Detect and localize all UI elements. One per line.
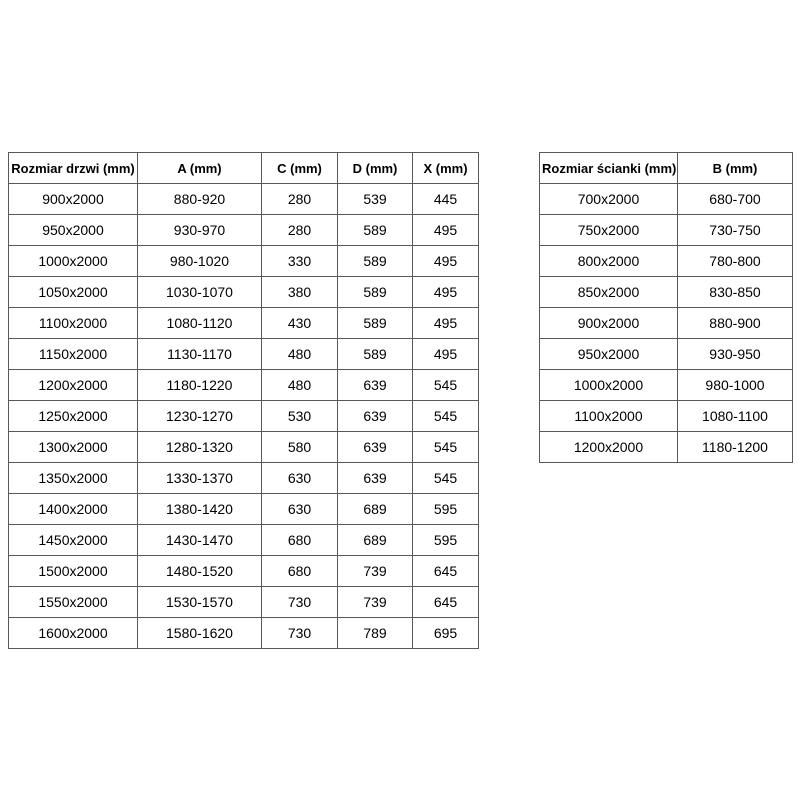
table-cell: 380	[262, 277, 338, 308]
table-cell: 545	[413, 432, 479, 463]
table-cell: 495	[413, 339, 479, 370]
table-cell: 1580-1620	[138, 618, 262, 649]
table-cell: 1350x2000	[9, 463, 138, 494]
table-cell: 1480-1520	[138, 556, 262, 587]
table-cell: 950x2000	[9, 215, 138, 246]
table-cell: 739	[338, 587, 413, 618]
wall-size-table	[539, 152, 793, 463]
table-row	[9, 277, 479, 308]
table-cell: 880-900	[678, 308, 793, 339]
table-row	[9, 215, 479, 246]
column-header: B (mm)	[678, 153, 793, 184]
table-cell: 589	[338, 339, 413, 370]
table-cell: 1450x2000	[9, 525, 138, 556]
table-row	[9, 246, 479, 277]
table-cell: 1050x2000	[9, 277, 138, 308]
table-cell: 445	[413, 184, 479, 215]
table-cell: 700x2000	[540, 184, 678, 215]
table-cell: 480	[262, 339, 338, 370]
table-row	[9, 587, 479, 618]
table-cell: 1030-1070	[138, 277, 262, 308]
table-row	[540, 432, 793, 463]
table-cell: 830-850	[678, 277, 793, 308]
table-cell: 780-800	[678, 246, 793, 277]
table-row	[9, 494, 479, 525]
table-cell: 1180-1220	[138, 370, 262, 401]
table-cell: 1400x2000	[9, 494, 138, 525]
table-row	[9, 618, 479, 649]
table-row	[9, 184, 479, 215]
table-cell: 730-750	[678, 215, 793, 246]
table-cell: 1230-1270	[138, 401, 262, 432]
table-cell: 545	[413, 463, 479, 494]
table-row	[540, 339, 793, 370]
table-cell: 630	[262, 463, 338, 494]
table-cell: 495	[413, 215, 479, 246]
table-row	[9, 339, 479, 370]
table-cell: 495	[413, 277, 479, 308]
table-cell: 545	[413, 401, 479, 432]
table-cell: 1200x2000	[9, 370, 138, 401]
table-cell: 880-920	[138, 184, 262, 215]
column-header: D (mm)	[338, 153, 413, 184]
table-cell: 689	[338, 494, 413, 525]
table-cell: 1100x2000	[540, 401, 678, 432]
table-cell: 1300x2000	[9, 432, 138, 463]
table-cell: 680-700	[678, 184, 793, 215]
table-cell: 1200x2000	[540, 432, 678, 463]
table-cell: 900x2000	[9, 184, 138, 215]
table-cell: 1000x2000	[9, 246, 138, 277]
table-cell: 1080-1100	[678, 401, 793, 432]
table-cell: 680	[262, 525, 338, 556]
header-row	[9, 153, 479, 184]
table-cell: 589	[338, 277, 413, 308]
table-row	[9, 308, 479, 339]
table-cell: 950x2000	[540, 339, 678, 370]
table-row	[9, 370, 479, 401]
table-cell: 639	[338, 401, 413, 432]
table-cell: 1550x2000	[9, 587, 138, 618]
header-row	[540, 153, 793, 184]
table-cell: 1130-1170	[138, 339, 262, 370]
table-cell: 1250x2000	[9, 401, 138, 432]
table-cell: 1080-1120	[138, 308, 262, 339]
table-cell: 539	[338, 184, 413, 215]
table-row	[540, 215, 793, 246]
table-cell: 589	[338, 215, 413, 246]
table-row	[540, 308, 793, 339]
table-row	[540, 277, 793, 308]
table-row	[540, 401, 793, 432]
table-cell: 495	[413, 308, 479, 339]
table-row	[9, 432, 479, 463]
table-cell: 789	[338, 618, 413, 649]
column-header: A (mm)	[138, 153, 262, 184]
table-cell: 900x2000	[540, 308, 678, 339]
column-header: Rozmiar drzwi (mm)	[9, 153, 138, 184]
table-cell: 800x2000	[540, 246, 678, 277]
table-cell: 1280-1320	[138, 432, 262, 463]
table-cell: 930-970	[138, 215, 262, 246]
column-header: Rozmiar ścianki (mm)	[540, 153, 678, 184]
table-cell: 695	[413, 618, 479, 649]
table-cell: 430	[262, 308, 338, 339]
table-cell: 595	[413, 525, 479, 556]
table-row	[540, 246, 793, 277]
table-cell: 980-1000	[678, 370, 793, 401]
table-cell: 1380-1420	[138, 494, 262, 525]
table-cell: 589	[338, 308, 413, 339]
table-row	[9, 525, 479, 556]
table-cell: 1600x2000	[9, 618, 138, 649]
column-header: C (mm)	[262, 153, 338, 184]
table-cell: 645	[413, 556, 479, 587]
table-cell: 689	[338, 525, 413, 556]
table-cell: 980-1020	[138, 246, 262, 277]
table-cell: 639	[338, 370, 413, 401]
column-header: X (mm)	[413, 153, 479, 184]
table-cell: 1500x2000	[9, 556, 138, 587]
table-cell: 1000x2000	[540, 370, 678, 401]
table-cell: 639	[338, 463, 413, 494]
table-cell: 330	[262, 246, 338, 277]
table-row	[9, 463, 479, 494]
table-cell: 680	[262, 556, 338, 587]
table-cell: 545	[413, 370, 479, 401]
table-cell: 530	[262, 401, 338, 432]
table-row	[9, 556, 479, 587]
table-cell: 850x2000	[540, 277, 678, 308]
table-cell: 639	[338, 432, 413, 463]
table-cell: 750x2000	[540, 215, 678, 246]
table-cell: 280	[262, 184, 338, 215]
table-cell: 1180-1200	[678, 432, 793, 463]
table-cell: 630	[262, 494, 338, 525]
table-row	[540, 184, 793, 215]
table-cell: 580	[262, 432, 338, 463]
table-cell: 1430-1470	[138, 525, 262, 556]
table-cell: 645	[413, 587, 479, 618]
table-cell: 280	[262, 215, 338, 246]
door-size-table	[8, 152, 479, 649]
table-cell: 1330-1370	[138, 463, 262, 494]
table-cell: 589	[338, 246, 413, 277]
table-row	[540, 370, 793, 401]
table-cell: 595	[413, 494, 479, 525]
table-cell: 739	[338, 556, 413, 587]
table-cell: 730	[262, 587, 338, 618]
table-cell: 730	[262, 618, 338, 649]
table-cell: 1530-1570	[138, 587, 262, 618]
table-row	[9, 401, 479, 432]
table-cell: 1100x2000	[9, 308, 138, 339]
table-cell: 930-950	[678, 339, 793, 370]
table-cell: 1150x2000	[9, 339, 138, 370]
table-cell: 480	[262, 370, 338, 401]
table-cell: 495	[413, 246, 479, 277]
